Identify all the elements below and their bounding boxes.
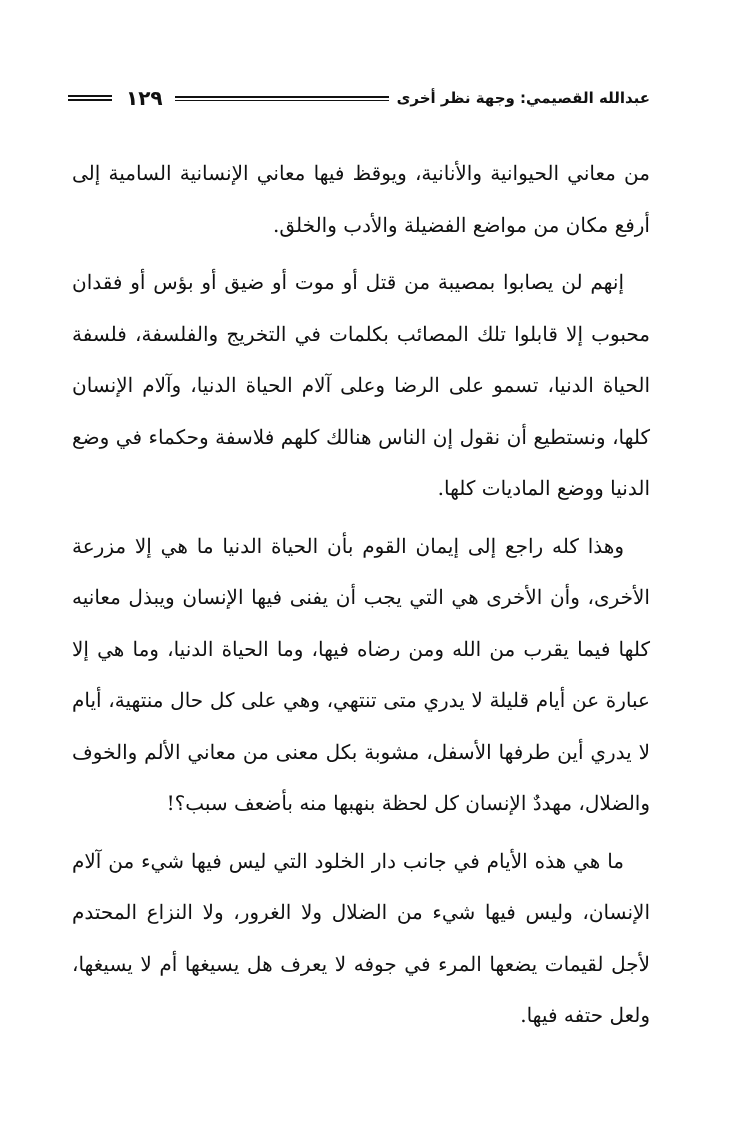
paragraph: ما هي هذه الأيام في جانب دار الخلود التي ليس فيها شيء من آلام الإنسان، وليس فيها شيء من الضلال ولا الغرور، ولا النزاع المحتدم لأجل لقيمات يضعها المرء في جوفه لا يعرف هل يسيغها أم لا يسيغها، ولعل حتفه فيها.: [72, 848, 650, 1027]
paragraph: وهذا كله راجع إلى إيمان القوم بأن الحياة الدنيا ما هي إلا مزرعة الأخرى، وأن الأخرى هي التي يجب أن يفنى فيها الإنسان ويبذل معانيه كلها فيما يقرب من الله ومن رضاه فيها، وما الحياة الدنيا، وما هي إلا عبارة عن أيام قليلة لا يدري متى تنتهي، وهي على كل حال منتهية، أيام لا يدري أين طرفها الأسفل، مشوبة بكل معنى من معاني الألم والخوف والضلال، مهددٌ الإنسان كل لحظة بنهبها منه بأضعف سبب؟!: [72, 533, 650, 815]
header-long-rule: [175, 96, 389, 101]
running-header-title: عبدالله القصيمي: وجهة نظر أخرى: [396, 89, 650, 107]
header-short-rule: [68, 95, 112, 101]
paragraph: من معاني الحيوانية والأنانية، ويوقظ فيها معاني الإنسانية السامية إلى أرفع مكان من مواضع الفضيلة والأدب والخلق.: [72, 161, 650, 237]
body-text: [72, 148, 650, 1048]
paragraph: إنهم لن يصابوا بمصيبة من قتل أو موت أو ضيق أو بؤس أو فقدان محبوب إلا قابلوا تلك المصائب بكلمات في التخريج والفلسفة، فلسفة الحياة الدنيا، تسمو على الرضا وعلى آلام الحياة الدنيا، وآلام الإنسان كلها، ونستطيع أن نقول إن الناس هنالك كلهم فلاسفة وحكماء في وضع الدنيا ووضع الماديات كلها.: [72, 270, 650, 500]
running-header: [68, 80, 650, 116]
page-number: ١٢٩: [126, 86, 163, 110]
